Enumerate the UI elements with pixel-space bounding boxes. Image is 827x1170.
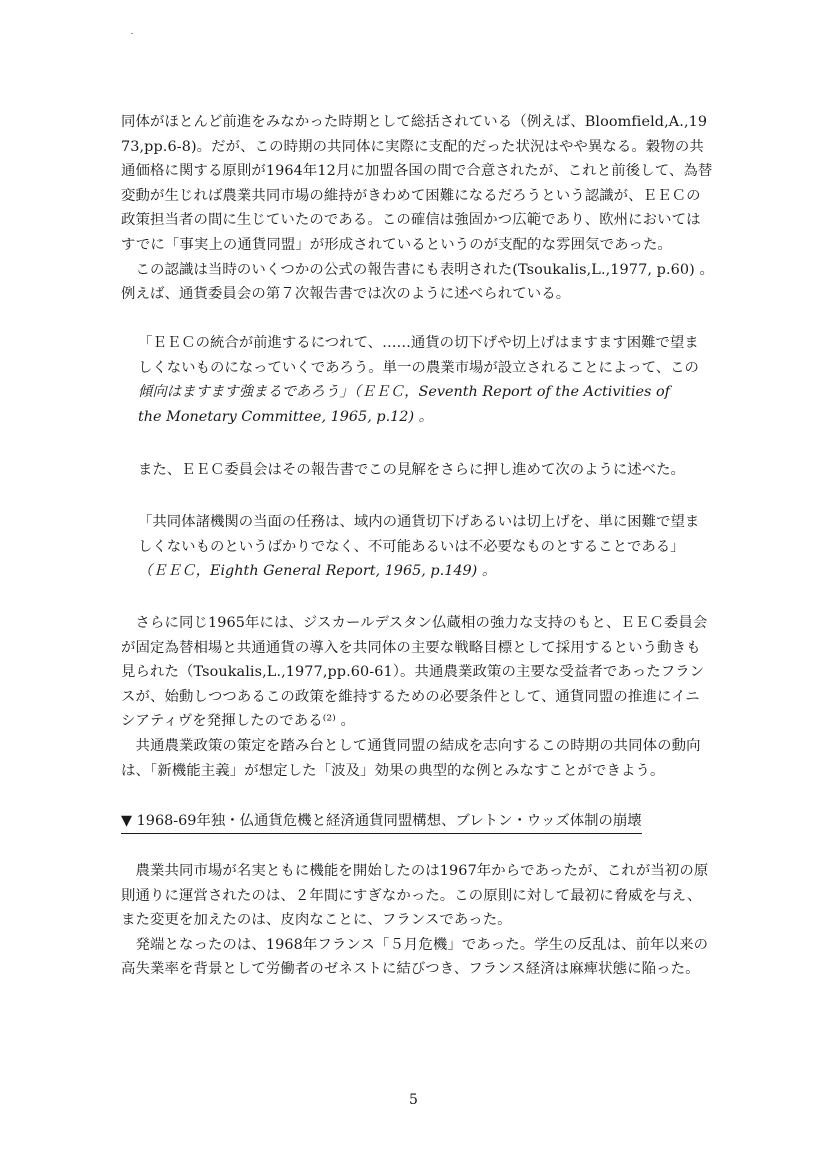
text-line: スが、始動しつつあるこの政策を維持するための必要条件として、通貨同盟の推進にイニ	[121, 688, 700, 705]
quote-line: （ＥＥＣ，Eighth General Report, 1965, p.149) 。	[138, 563, 497, 580]
text-line: この認識は当時のいくつかの公式の報告書にも表明された(Tsoukalis,L.,1977, p.60) 。	[121, 261, 715, 278]
quote-line: 傾向はますます強まるであろう」（ＥＥＣ，Seventh Report of the Activities of	[138, 384, 670, 401]
text-line: 共通農業政策の策定を踏み台として通貨同盟の結成を志向するこの時期の共同体の動向	[121, 737, 701, 754]
text-line: 高失業率を背景として労働者のゼネストに結びつき、フランス経済は麻痺状態に陥った。	[121, 961, 700, 978]
paragraph-2	[121, 611, 721, 783]
text-line: すでに「事実上の通貨同盟」が形成されているというのが支配的な雰囲気であった。	[121, 236, 672, 253]
quote-line: しくないものというばかりでなく、不可能あるいは不必要なものとすることである」	[138, 538, 685, 555]
text-line: シアティヴを発揮したのである⁽²⁾ 。	[121, 713, 356, 730]
block-quote-1	[138, 331, 723, 429]
text-line: が固定為替相場と共通通貨の導入を共同体の主要な戦略目標として採用するという動きも	[121, 639, 701, 656]
text-line: 発端となったのは、1968年フランス「５月危機」であった。学生の反乱は、前年以来の	[121, 936, 709, 953]
quote-line: 「共同体諸機関の当面の任務は、域内の通貨切下げあるいは切上げを、単に困難で望ま	[138, 514, 700, 530]
text-line: また変更を加えたのは、皮肉なことに、フランスであった。	[121, 912, 512, 929]
quote-line: しくないものになっていくであろう。単一の農業市場が設立されることによって、この	[138, 359, 699, 376]
scan-speck	[131, 33, 133, 34]
paragraph-1	[121, 110, 721, 307]
quote-line: 「ＥＥＣの統合が前進するにつれて、……通貨の切下げや切上げはますます困難で望ま	[138, 335, 699, 351]
bridge-sentence	[138, 458, 723, 483]
paragraph-3	[121, 859, 721, 982]
text-line: 則通りに運営されたのは、２年間にすぎなかった。この原則に対して最初に脅威を与え、	[121, 887, 702, 904]
text-line: さらに同じ1965年には、ジスカールデスタン仏蔵相の強力な支持のもと、ＥＥＣ委員会	[121, 615, 708, 631]
text-line: 同体がほとんど前進をみなかった時期として総括されている（例えば、Bloomfield,A.,19	[121, 114, 708, 130]
text-line: 農業共同市場が名実ともに機能を開始したのは1967年からであったが、これが当初の原	[121, 863, 709, 879]
block-quote-2	[138, 510, 723, 584]
text-line: 例えば、通貨委員会の第７次報告書では次のように述べられている。	[121, 286, 571, 303]
page-number: 5	[409, 1092, 418, 1108]
text-line: 73,pp.6-8)。だが、この時期の共同体に実際に支配的だった状況はやや異なる。穀物の共	[121, 138, 704, 155]
section-heading: ▼ 1968-69年独・仏通貨危機と経済通貨同盟構想、ブレトン・ウッズ体制の崩壊	[121, 810, 642, 834]
quote-line: the Monetary Committee, 1965, p.12) 。	[138, 408, 434, 425]
text-line: は、「新機能主義」が想定した「波及」効果の典型的な例とみなすことができよう。	[121, 762, 665, 779]
text-line: 通価格に関する原則が1964年12月に加盟各国の間で合意されたが、これと前後して、為替	[121, 163, 713, 180]
text-line: 変動が生じれば農業共同市場の維持がきわめて困難になるだろうという認識が、ＥＥＣの	[121, 187, 701, 204]
text-line: 政策担当者の間に生じていたのである。この確信は強固かつ広範であり、欧州においては	[121, 212, 701, 229]
text-line: また、ＥＥＣ委員会はその報告書でこの見解をさらに押し進めて次のように述べた。	[138, 462, 685, 478]
text-line: 見られた（Tsoukalis,L.,1977,pp.60-61）。共通農業政策の主要な受益者であったフラン	[121, 664, 705, 681]
